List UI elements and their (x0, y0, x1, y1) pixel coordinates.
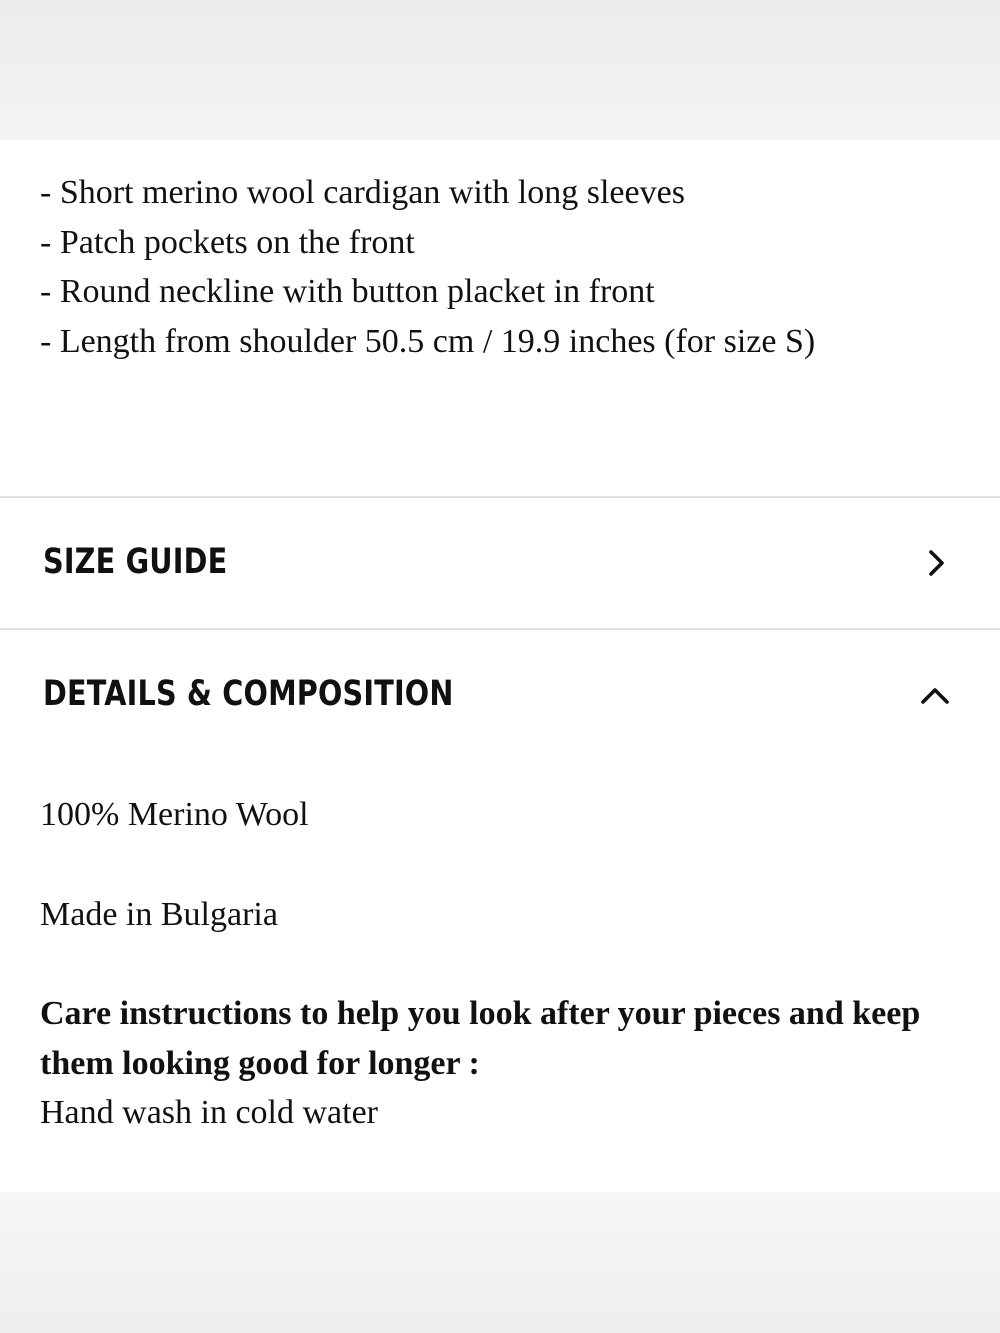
product-info-panel (0, 140, 1000, 1192)
chevron-right-icon[interactable] (922, 549, 950, 577)
top-background (0, 0, 1000, 140)
product-description-list (40, 168, 940, 366)
origin-text: Made in Bulgaria (40, 895, 278, 933)
description-item: - Length from shoulder 50.5 cm / 19.9 inches (for size S) (40, 322, 816, 360)
description-item: - Round neckline with button placket in front (40, 273, 655, 310)
care-instructions-text: Hand wash in cold water (40, 1094, 379, 1131)
bottom-background (0, 1192, 1000, 1333)
details-composition-title: DETAILS & COMPOSITION (43, 674, 454, 714)
description-item: - Short merino wool cardigan with long sleeves (40, 174, 685, 211)
chevron-up-icon[interactable] (921, 682, 949, 710)
care-instructions-heading: Care instructions to help you look after your pieces and keep them looking good for longer : (40, 995, 921, 1082)
composition-text: 100% Merino Wool (40, 796, 309, 833)
size-guide-accordion[interactable] (0, 498, 1000, 628)
details-composition-content (40, 790, 940, 1138)
description-item: - Patch pockets on the front (40, 223, 415, 261)
details-composition-accordion[interactable] (0, 630, 1000, 760)
size-guide-title: SIZE GUIDE (43, 542, 228, 582)
